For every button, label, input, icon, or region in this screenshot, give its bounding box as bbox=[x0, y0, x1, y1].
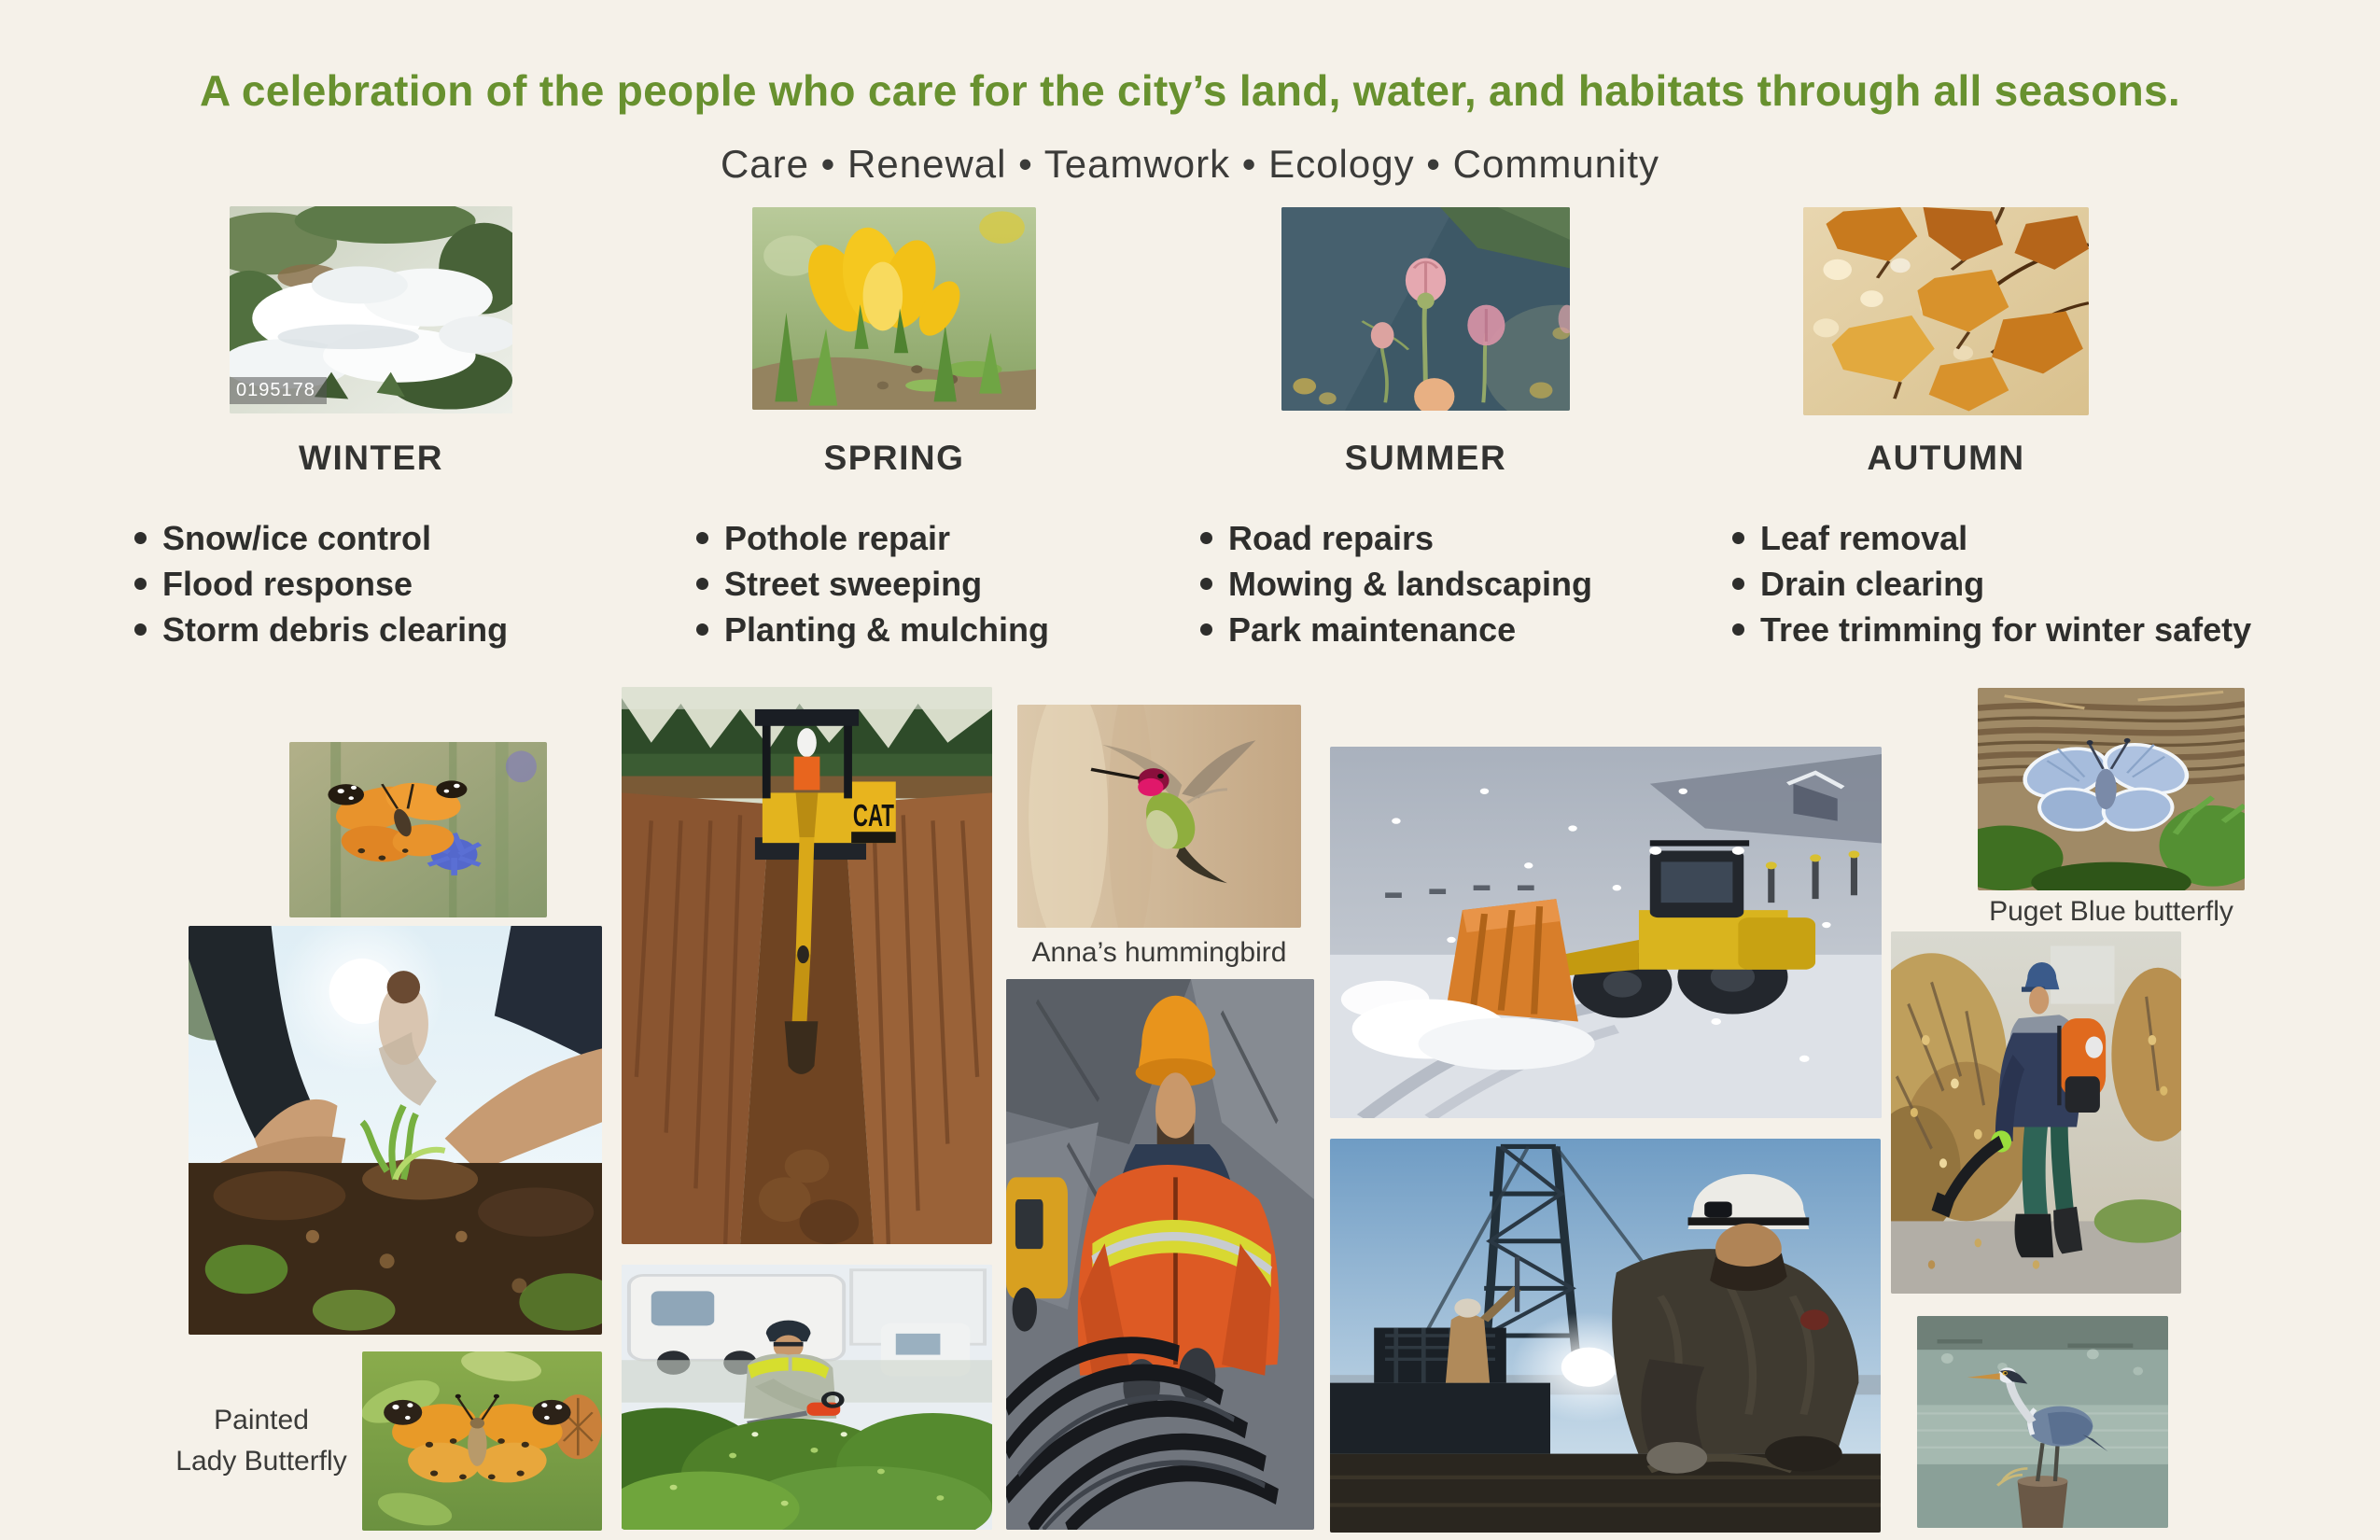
bullet-dot bbox=[1732, 532, 1744, 544]
task-item bbox=[1200, 607, 1592, 652]
task-label: Road repairs bbox=[1228, 518, 1435, 557]
butterfly-on-cornflower-photo bbox=[289, 742, 547, 917]
rig-worker-photo bbox=[1330, 1139, 1881, 1533]
task-label: Storm debris clearing bbox=[162, 609, 509, 649]
task-label: Tree trimming for winter safety bbox=[1760, 609, 2252, 649]
bullet-dot bbox=[134, 623, 147, 636]
autumn-photo bbox=[1803, 207, 2089, 415]
puget-blue-photo bbox=[1978, 688, 2245, 890]
leafblower-illustration bbox=[1891, 931, 2181, 1294]
task-item bbox=[1200, 515, 1592, 561]
stock-watermark: 0195178 bbox=[230, 377, 327, 404]
bullet-dot bbox=[134, 578, 147, 590]
task-item bbox=[1732, 561, 2251, 607]
task-item bbox=[134, 561, 508, 607]
snowplow-illustration bbox=[1330, 747, 1882, 1118]
bullet-dot bbox=[1732, 578, 1744, 590]
task-item bbox=[1732, 515, 2251, 561]
page-title: A celebration of the people who care for the city’s land, water, and habitats through all seasons. bbox=[200, 66, 2180, 115]
alpine-flowers-illustration bbox=[1281, 207, 1570, 411]
butterfly-cornflower-illustration bbox=[289, 742, 547, 917]
painted-lady-illustration bbox=[362, 1351, 602, 1531]
maple-leaves-illustration bbox=[1803, 207, 2089, 415]
task-item bbox=[134, 515, 508, 561]
snowplow-photo bbox=[1330, 747, 1882, 1118]
season-heading-summer: SUMMER bbox=[1344, 439, 1507, 477]
task-item bbox=[696, 561, 1049, 607]
task-label: Leaf removal bbox=[1760, 518, 1968, 557]
spring-photo bbox=[752, 207, 1036, 410]
task-label: Snow/ice control bbox=[162, 518, 432, 557]
task-label: Pothole repair bbox=[724, 518, 951, 557]
puget-blue-caption: Puget Blue butterfly bbox=[1989, 896, 2233, 927]
cable-worker-illustration bbox=[1006, 979, 1314, 1530]
leafblower-photo bbox=[1891, 931, 2181, 1294]
cable-worker-photo bbox=[1006, 979, 1314, 1530]
season-heading-winter: WINTER bbox=[299, 439, 443, 477]
bullet-dot bbox=[1200, 578, 1212, 590]
bullet-dot bbox=[1732, 623, 1744, 636]
winter-task-list bbox=[134, 515, 508, 652]
hedge-trimming-photo bbox=[622, 1265, 992, 1530]
spring-task-list bbox=[696, 515, 1049, 652]
planting-hands-illustration bbox=[189, 926, 602, 1335]
hummingbird-caption: Anna’s hummingbird bbox=[1031, 937, 1287, 968]
heron-photo bbox=[1917, 1316, 2168, 1528]
task-item bbox=[134, 607, 508, 652]
hummingbird-photo bbox=[1017, 705, 1301, 928]
winter-photo bbox=[230, 206, 512, 413]
task-label: Mowing & landscaping bbox=[1228, 564, 1593, 603]
summer-photo bbox=[1281, 207, 1570, 411]
heron-illustration bbox=[1917, 1316, 2168, 1528]
autumn-task-list bbox=[1732, 515, 2251, 652]
excavator-illustration bbox=[622, 687, 992, 1244]
season-heading-spring: SPRING bbox=[823, 439, 965, 477]
bullet-dot bbox=[696, 578, 708, 590]
task-label: Drain clearing bbox=[1760, 564, 1985, 603]
task-label: Planting & mulching bbox=[724, 609, 1049, 649]
community-planting-photo bbox=[189, 926, 602, 1335]
task-item bbox=[696, 515, 1049, 561]
bullet-dot bbox=[696, 623, 708, 636]
task-label: Flood response bbox=[162, 564, 413, 603]
task-item bbox=[1200, 561, 1592, 607]
bullet-dot bbox=[1200, 532, 1212, 544]
summer-task-list bbox=[1200, 515, 1592, 652]
bullet-dot bbox=[1200, 623, 1212, 636]
task-label: Park maintenance bbox=[1228, 609, 1517, 649]
bullet-dot bbox=[696, 532, 708, 544]
crocus-illustration bbox=[752, 207, 1036, 410]
painted-lady-caption-line2: Lady Butterfly bbox=[175, 1446, 347, 1477]
painted-lady-caption bbox=[149, 1400, 373, 1482]
page-subtitle: Care • Renewal • Teamwork • Ecology • Community bbox=[720, 142, 1660, 186]
excavator-trench-photo bbox=[622, 687, 992, 1244]
puget-blue-illustration bbox=[1978, 688, 2245, 890]
task-item bbox=[1732, 607, 2251, 652]
hummingbird-illustration bbox=[1017, 705, 1301, 928]
painted-lady-caption-line1: Painted bbox=[214, 1405, 309, 1435]
rig-worker-illustration bbox=[1330, 1139, 1881, 1533]
season-heading-autumn: AUTUMN bbox=[1867, 439, 2025, 477]
task-item bbox=[696, 607, 1049, 652]
cat-logo-text: CAT bbox=[852, 798, 894, 834]
painted-lady-photo bbox=[362, 1351, 602, 1531]
hedge-worker-illustration bbox=[622, 1265, 992, 1530]
bullet-dot bbox=[134, 532, 147, 544]
task-label: Street sweeping bbox=[724, 564, 983, 603]
